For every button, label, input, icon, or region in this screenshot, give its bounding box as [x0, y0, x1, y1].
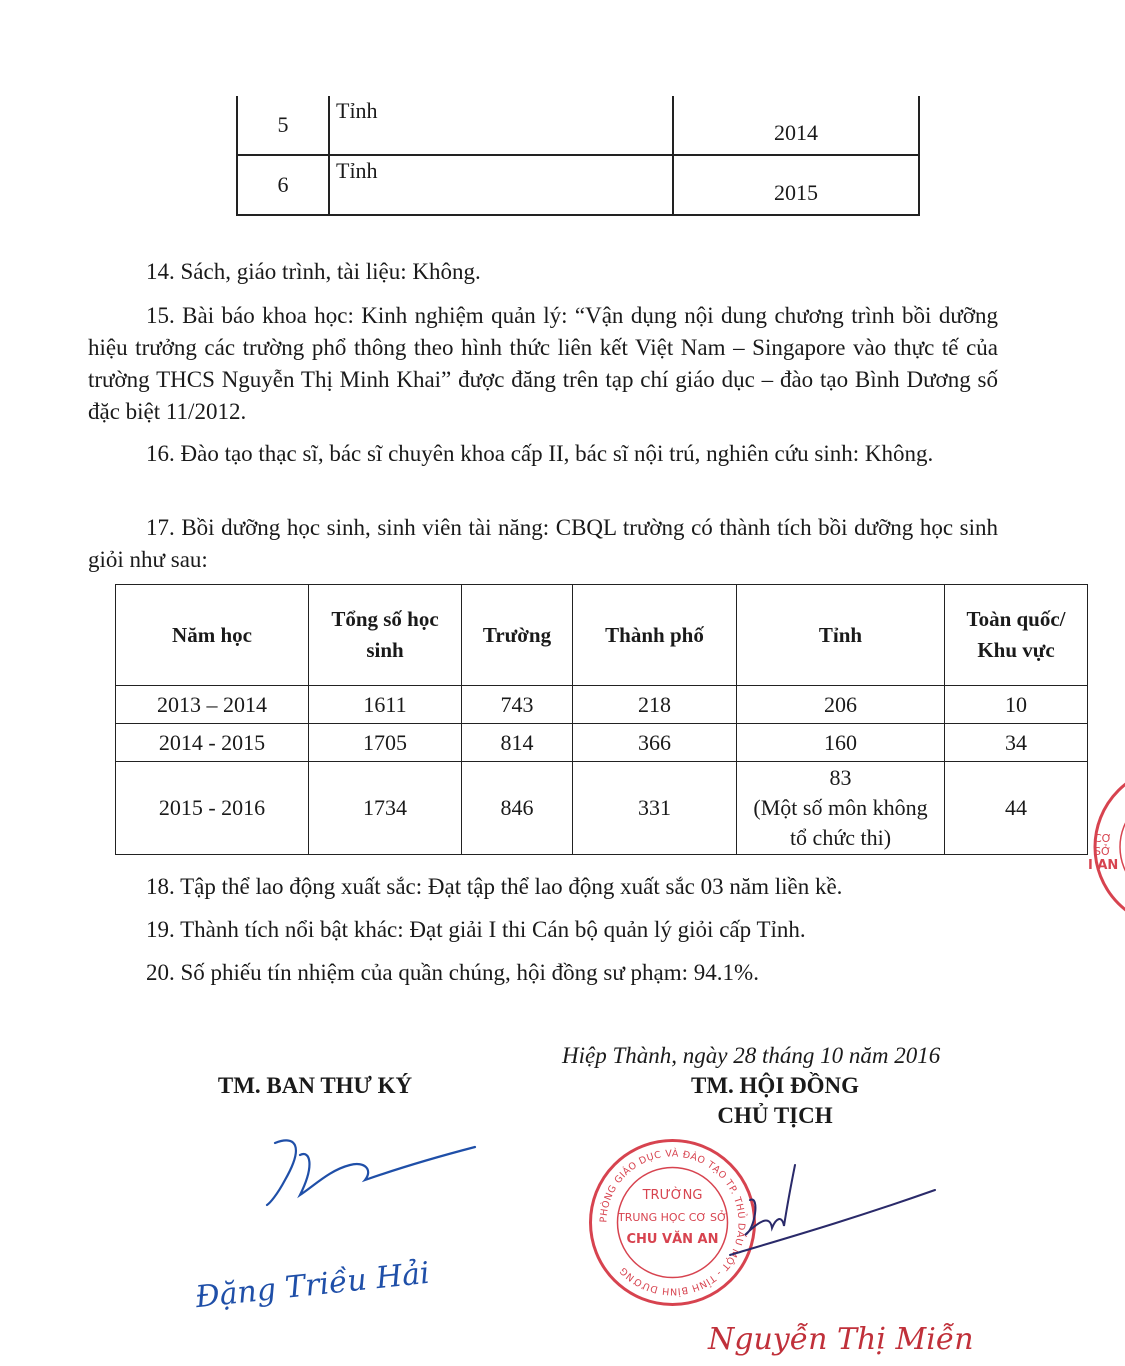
item-17: [88, 512, 998, 576]
partial-stamp-text-1: CƠ SỞ: [1094, 832, 1112, 858]
partial-stamp-text-2: I AN: [1088, 858, 1119, 873]
right-signatory-subtitle: CHỦ TỊCH: [717, 1103, 833, 1128]
cell-city: 218: [573, 686, 737, 724]
row-level: Tỉnh: [329, 155, 673, 215]
cell-year: 2014 - 2015: [116, 724, 309, 762]
previous-table-continuation: [236, 96, 920, 216]
table-row: [116, 762, 1088, 855]
cell-year: 2013 – 2014: [116, 686, 309, 724]
province-note: tổ chức thi): [789, 825, 892, 850]
row-number: 6: [237, 155, 329, 215]
right-signatory-title: TM. HỘI ĐỒNG: [690, 1073, 860, 1098]
header-city: Thành phố: [573, 585, 737, 686]
row-number: 5: [237, 96, 329, 155]
row-year: 2014: [673, 96, 919, 155]
header-national: Toàn quốc/ Khu vực: [945, 585, 1088, 686]
cell-school: 814: [462, 724, 573, 762]
province-value: 83: [829, 765, 852, 790]
item-20-text: 20. Số phiếu tín nhiệm của quần chúng, hội đồng sư phạm: 94.1%.: [146, 960, 759, 985]
right-signatory-name: Nguyễn Thị Miễn: [708, 1322, 974, 1357]
cell-total: 1734: [309, 762, 462, 855]
cell-school: 846: [462, 762, 573, 855]
stamp-line-2: TRUNG HỌC CƠ SỞ: [617, 1211, 728, 1224]
item-18-text: 18. Tập thể lao động xuất sắc: Đạt tập thể lao động xuất sắc 03 năm liền kề.: [146, 874, 843, 899]
cell-national: 44: [945, 762, 1088, 855]
table-row: [237, 96, 919, 155]
stamp-ring-text: PHÒNG GIÁO DỤC VÀ ĐÀO TẠO TP. THỦ DẦU MỘT - TỈNH BÌNH DƯƠNG: [598, 1148, 747, 1297]
cell-city: 331: [573, 762, 737, 855]
cell-province: [737, 762, 945, 855]
header-year: Năm học: [116, 585, 309, 686]
table-row: [116, 724, 1088, 762]
right-signature: [700, 1160, 940, 1280]
cell-national: 10: [945, 686, 1088, 724]
left-signature: [255, 1125, 485, 1215]
cell-province: 160: [737, 724, 945, 762]
cell-city: 366: [573, 724, 737, 762]
gifted-students-table: [115, 584, 1088, 855]
item-14: [88, 256, 998, 288]
cell-total: 1705: [309, 724, 462, 762]
table-header-row: [116, 585, 1088, 686]
cell-national: 34: [945, 724, 1088, 762]
stamp-line-1: TRƯỜNG: [642, 1188, 703, 1203]
row-level: Tỉnh: [329, 96, 673, 155]
item-16: [88, 438, 998, 470]
item-19: [88, 914, 998, 946]
stamp-line-3: CHU VĂN AN: [626, 1232, 719, 1247]
item-15-text: 15. Bài báo khoa học: Kinh nghiệm quản lý: “Vận dụng nội dung chương trình bồi dưỡng hiệu trưởng các trường phổ thông theo hình thức liên kết Việt Nam – Singapore vào thực tế của trường THCS Nguyễn Thị Minh Khai” được đăng trên tạp chí giáo dục – đào tạo Bình Dương số đặc biệt 11/2012.: [88, 303, 998, 424]
header-province: Tỉnh: [737, 585, 945, 686]
item-17-text: 17. Bồi dưỡng học sinh, sinh viên tài năng: CBQL trường có thành tích bồi dưỡng học sinh giỏi như sau:: [88, 515, 998, 572]
item-19-text: 19. Thành tích nổi bật khác: Đạt giải I thi Cán bộ quản lý giỏi cấp Tỉnh.: [146, 917, 806, 942]
cell-total: 1611: [309, 686, 462, 724]
table-row: [237, 155, 919, 215]
province-note: (Một số môn không: [753, 795, 928, 820]
left-signatory-name: Đặng Triều Hải: [193, 1255, 432, 1316]
item-20: [88, 957, 998, 989]
partial-stamp: [1080, 762, 1125, 932]
row-year: 2015: [673, 155, 919, 215]
item-16-text: 16. Đào tạo thạc sĩ, bác sĩ chuyên khoa cấp II, bác sĩ nội trú, nghiên cứu sinh: Không.: [146, 441, 934, 466]
cell-province: 206: [737, 686, 945, 724]
header-school: Trường: [462, 585, 573, 686]
cell-school: 743: [462, 686, 573, 724]
table-row: [116, 686, 1088, 724]
header-total: Tổng số học sinh: [309, 585, 462, 686]
item-15: [88, 300, 998, 428]
date-line: Hiệp Thành, ngày 28 tháng 10 năm 2016: [562, 1043, 941, 1068]
left-signatory-title: TM. BAN THƯ KÝ: [217, 1073, 413, 1098]
item-14-text: 14. Sách, giáo trình, tài liệu: Không.: [146, 259, 481, 284]
cell-year: 2015 - 2016: [116, 762, 309, 855]
item-18: [88, 871, 998, 903]
